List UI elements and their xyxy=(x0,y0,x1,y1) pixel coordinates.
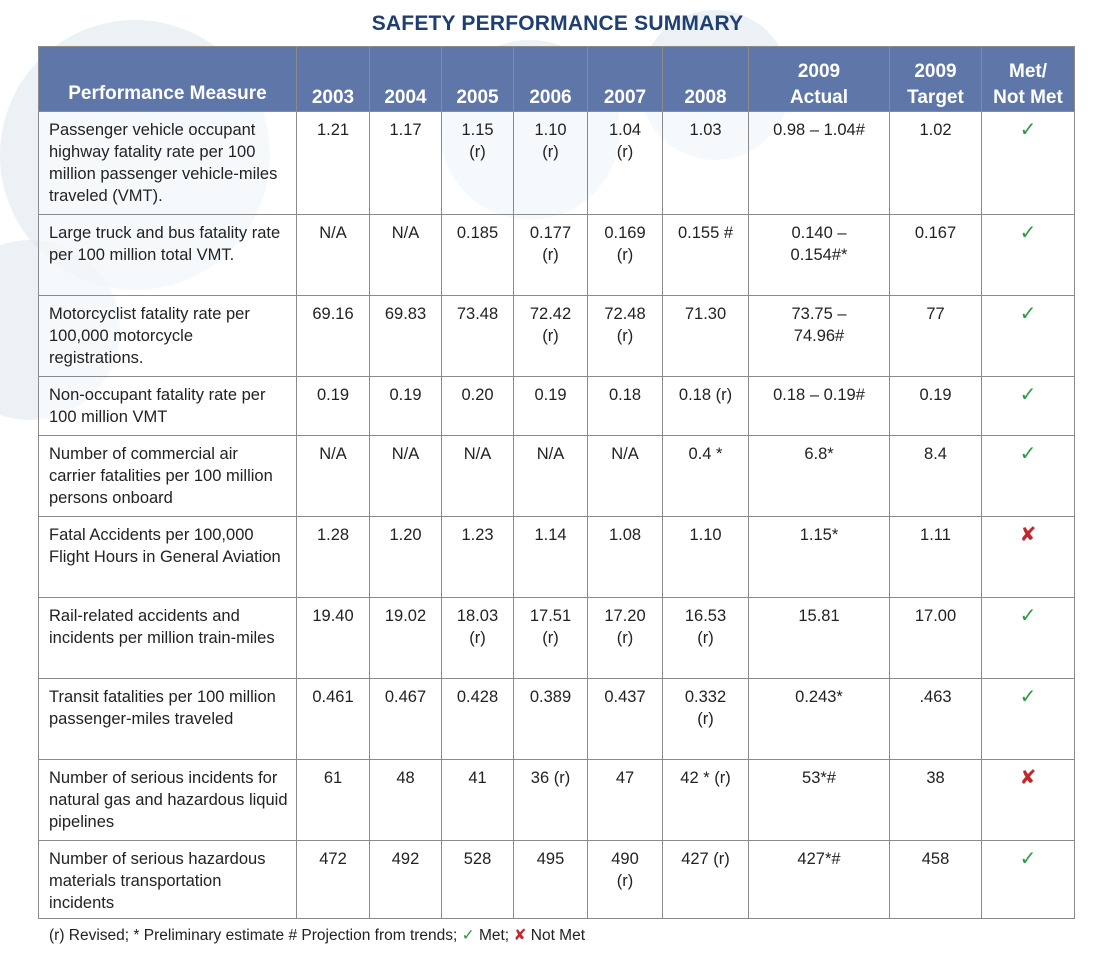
revised-note: (r) xyxy=(542,629,559,647)
value-2008: 427 (r) xyxy=(663,841,749,919)
table-row xyxy=(39,598,1075,679)
value-2009-actual: 0.243* xyxy=(749,679,890,760)
value-2007: 0.18 xyxy=(588,377,663,436)
revised-note: (r) xyxy=(542,327,559,345)
revised-note: (r) xyxy=(616,246,634,264)
legend-revised: (r) Revised; xyxy=(49,927,130,944)
legend-projection: # Projection from trends; xyxy=(288,927,458,944)
column-header-measure: Performance Measure xyxy=(39,47,297,112)
met-check-icon: ✓ xyxy=(982,296,1075,377)
value-2005: 0.20 xyxy=(442,377,514,436)
value-2009-actual: 0.18 – 0.19# xyxy=(749,377,890,436)
value-2008: 71.30 xyxy=(663,296,749,377)
column-header-2003: 2003 xyxy=(297,47,370,112)
cell-value: 0.140 – xyxy=(791,224,847,242)
value-2009-actual: 0.98 – 1.04# xyxy=(749,112,890,215)
value-2004: N/A xyxy=(370,436,442,517)
value-2004: 69.83 xyxy=(370,296,442,377)
measure-cell: Non-occupant fatality rate per 100 million VMT xyxy=(39,377,297,436)
header-label: Target xyxy=(907,87,964,108)
header-label: Not Met xyxy=(993,87,1063,108)
value-2004: 48 xyxy=(370,760,442,841)
value-2006 xyxy=(514,296,588,377)
value-2007 xyxy=(588,841,663,919)
column-header-2004: 2004 xyxy=(370,47,442,112)
met-check-icon: ✓ xyxy=(982,598,1075,679)
value-2003: 472 xyxy=(297,841,370,919)
value-2006 xyxy=(514,215,588,296)
revised-note: (r) xyxy=(616,327,634,345)
value-2009-actual: 6.8* xyxy=(749,436,890,517)
not-met-x-icon: ✘ xyxy=(982,517,1075,598)
value-2008: 42 * (r) xyxy=(663,760,749,841)
value-2007 xyxy=(588,296,663,377)
value-2004: N/A xyxy=(370,215,442,296)
cell-value: 490 xyxy=(611,850,639,868)
value-2003: 19.40 xyxy=(297,598,370,679)
cell-value: 1.15 xyxy=(461,121,494,139)
value-2007 xyxy=(588,112,663,215)
column-header-2009-target xyxy=(890,47,982,112)
met-check-icon: ✓ xyxy=(982,112,1075,215)
safety-performance-table xyxy=(38,46,1075,919)
value-2005: 0.185 xyxy=(442,215,514,296)
value-2009-actual xyxy=(749,296,890,377)
table-row xyxy=(39,841,1075,919)
met-check-icon: ✓ xyxy=(982,215,1075,296)
value-2004: 492 xyxy=(370,841,442,919)
value-2009-target: 458 xyxy=(890,841,982,919)
value-2009-actual: 1.15* xyxy=(749,517,890,598)
value-2006: 36 (r) xyxy=(514,760,588,841)
met-check-icon: ✓ xyxy=(982,679,1075,760)
table-row xyxy=(39,215,1075,296)
revised-note: (r) xyxy=(542,246,559,264)
revised-note: (r) xyxy=(616,143,634,161)
value-2007 xyxy=(588,215,663,296)
table-row xyxy=(39,112,1075,215)
value-2005: 73.48 xyxy=(442,296,514,377)
value-2009-target: .463 xyxy=(890,679,982,760)
header-year: 2009 xyxy=(914,61,957,82)
cell-value: 0.332 xyxy=(684,688,727,706)
column-header-2005: 2005 xyxy=(442,47,514,112)
value-2006: 1.14 xyxy=(514,517,588,598)
value-2009-target: 0.167 xyxy=(890,215,982,296)
value-2005 xyxy=(442,598,514,679)
cell-value: 17.20 xyxy=(604,607,646,625)
value-2005: N/A xyxy=(442,436,514,517)
value-2007: 1.08 xyxy=(588,517,663,598)
value-2004: 19.02 xyxy=(370,598,442,679)
table-row xyxy=(39,517,1075,598)
value-2007: 47 xyxy=(588,760,663,841)
value-2009-target: 0.19 xyxy=(890,377,982,436)
not-met-x-icon: ✘ xyxy=(513,927,527,944)
value-2009-target: 38 xyxy=(890,760,982,841)
value-2006: N/A xyxy=(514,436,588,517)
value-2003: 0.19 xyxy=(297,377,370,436)
cell-value: 16.53 xyxy=(684,607,727,625)
value-2009-target: 17.00 xyxy=(890,598,982,679)
legend-not-met: Not Met xyxy=(530,927,586,944)
measure-cell: Fatal Accidents per 100,000 Flight Hours in General Aviation xyxy=(39,517,297,598)
value-2003: N/A xyxy=(297,215,370,296)
cell-value: 17.51 xyxy=(529,607,572,625)
met-check-icon: ✓ xyxy=(982,841,1075,919)
measure-cell: Rail-related accidents and incidents per million train-miles xyxy=(39,598,297,679)
value-2008: 0.4 * xyxy=(663,436,749,517)
cell-value: 72.42 xyxy=(529,305,572,323)
value-2005: 528 xyxy=(442,841,514,919)
revised-note: (r) xyxy=(469,629,486,647)
revised-note: (r) xyxy=(469,143,486,161)
value-2006 xyxy=(514,598,588,679)
not-met-x-icon: ✘ xyxy=(982,760,1075,841)
column-header-2008: 2008 xyxy=(663,47,749,112)
value-2009-target: 1.11 xyxy=(890,517,982,598)
measure-cell: Number of serious hazardous materials transportation incidents xyxy=(39,841,297,919)
table-row xyxy=(39,679,1075,760)
revised-note: (r) xyxy=(616,629,634,647)
value-2003: 1.21 xyxy=(297,112,370,215)
value-2009-target: 8.4 xyxy=(890,436,982,517)
value-2007: N/A xyxy=(588,436,663,517)
measure-cell: Transit fatalities per 100 million passenger-miles traveled xyxy=(39,679,297,760)
value-2008 xyxy=(663,679,749,760)
cell-value-cont: 0.154#* xyxy=(790,246,848,264)
value-2009-target: 77 xyxy=(890,296,982,377)
cell-value: 1.04 xyxy=(608,121,642,139)
cell-value: 72.48 xyxy=(604,305,646,323)
met-check-icon: ✓ xyxy=(982,377,1075,436)
value-2004: 1.17 xyxy=(370,112,442,215)
cell-value-cont: 74.96# xyxy=(793,327,845,345)
legend-preliminary: * Preliminary estimate xyxy=(133,927,285,944)
value-2005 xyxy=(442,112,514,215)
page-title: SAFETY PERFORMANCE SUMMARY xyxy=(371,12,744,35)
header-label: Actual xyxy=(789,87,849,108)
value-2009-actual: 53*# xyxy=(749,760,890,841)
table-header-row xyxy=(39,47,1075,112)
revised-note: (r) xyxy=(697,629,714,647)
table-row xyxy=(39,296,1075,377)
column-header-met xyxy=(982,47,1075,112)
cell-value: 73.75 – xyxy=(791,305,847,323)
value-2007 xyxy=(588,598,663,679)
value-2009-actual: 15.81 xyxy=(749,598,890,679)
legend-met: Met; xyxy=(478,927,510,944)
measure-cell: Number of serious incidents for natural gas and hazardous liquid pipelines xyxy=(39,760,297,841)
cell-value: 1.10 xyxy=(534,121,567,139)
value-2003: 0.461 xyxy=(297,679,370,760)
value-2008: 0.18 (r) xyxy=(663,377,749,436)
value-2005: 1.23 xyxy=(442,517,514,598)
revised-note: (r) xyxy=(616,872,634,890)
cell-value: 0.169 xyxy=(604,224,646,242)
value-2007: 0.437 xyxy=(588,679,663,760)
revised-note: (r) xyxy=(542,143,559,161)
value-2008 xyxy=(663,598,749,679)
value-2006 xyxy=(514,112,588,215)
value-2003: 69.16 xyxy=(297,296,370,377)
legend xyxy=(49,926,585,945)
value-2005: 0.428 xyxy=(442,679,514,760)
met-check-icon: ✓ xyxy=(982,436,1075,517)
value-2004: 0.19 xyxy=(370,377,442,436)
column-header-2007: 2007 xyxy=(588,47,663,112)
value-2006: 0.389 xyxy=(514,679,588,760)
measure-cell: Motorcyclist fatality rate per 100,000 motorcycle registrations. xyxy=(39,296,297,377)
value-2008: 1.10 xyxy=(663,517,749,598)
value-2003: 61 xyxy=(297,760,370,841)
value-2006: 495 xyxy=(514,841,588,919)
table-row xyxy=(39,436,1075,517)
value-2006: 0.19 xyxy=(514,377,588,436)
measure-cell: Large truck and bus fatality rate per 100 million total VMT. xyxy=(39,215,297,296)
cell-value: 18.03 xyxy=(456,607,499,625)
header-year: 2009 xyxy=(797,61,841,82)
value-2005: 41 xyxy=(442,760,514,841)
value-2009-actual xyxy=(749,215,890,296)
value-2004: 1.20 xyxy=(370,517,442,598)
table-row xyxy=(39,377,1075,436)
header-label: Met/ xyxy=(1009,61,1047,82)
value-2009-actual: 427*# xyxy=(749,841,890,919)
value-2008: 1.03 xyxy=(663,112,749,215)
value-2009-target: 1.02 xyxy=(890,112,982,215)
value-2003: 1.28 xyxy=(297,517,370,598)
revised-note: (r) xyxy=(697,710,714,728)
column-header-2009-actual xyxy=(749,47,890,112)
table-row xyxy=(39,760,1075,841)
measure-cell: Passenger vehicle occupant highway fatality rate per 100 million passenger vehicle-miles traveled (VMT). xyxy=(39,112,297,215)
value-2008: 0.155 # xyxy=(663,215,749,296)
cell-value: 0.177 xyxy=(529,224,572,242)
met-check-icon: ✓ xyxy=(461,927,475,944)
value-2003: N/A xyxy=(297,436,370,517)
value-2004: 0.467 xyxy=(370,679,442,760)
measure-cell: Number of commercial air carrier fatalities per 100 million persons onboard xyxy=(39,436,297,517)
column-header-2006: 2006 xyxy=(514,47,588,112)
